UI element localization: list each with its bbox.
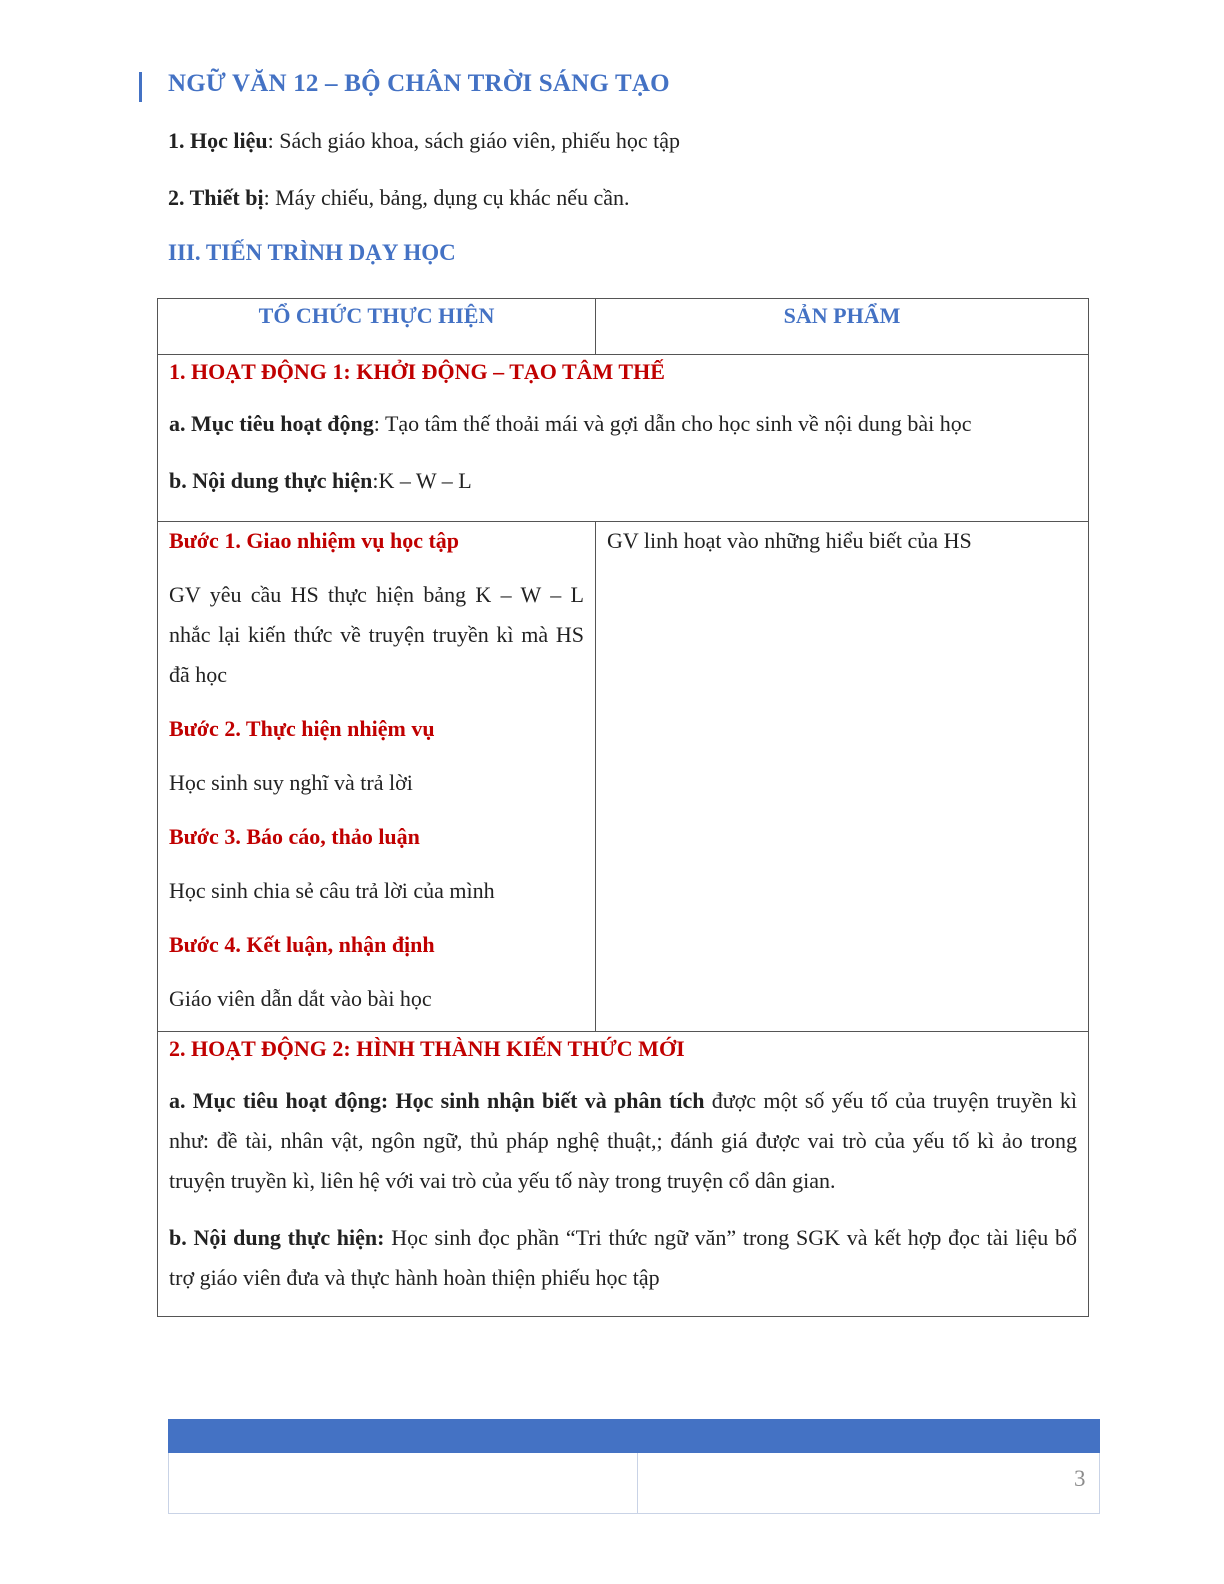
col-header-san-pham: SẢN PHẨM xyxy=(596,299,1089,355)
footer-body-row xyxy=(169,1453,1100,1514)
activity2-goal xyxy=(169,1081,1077,1201)
lesson-table xyxy=(157,298,1089,1317)
thiet-bi-label: 2. Thiết bị xyxy=(168,185,264,210)
activity2-goal-sep: : xyxy=(380,1088,396,1113)
step1-title: Bước 1. Giao nhiệm vụ học tập xyxy=(169,528,460,553)
step2-text: Học sinh suy nghĩ và trả lời xyxy=(169,770,413,795)
header-accent-bar xyxy=(139,72,142,102)
step3-title: Bước 3. Báo cáo, thảo luận xyxy=(169,824,420,849)
activity2-goal-bold: Học sinh nhận biết và phân tích xyxy=(395,1088,705,1113)
activity1-content xyxy=(169,461,1077,501)
activity2-intro-row xyxy=(158,1032,1089,1317)
activity2-content-text: Học sinh đọc phần “Tri thức ngữ văn” trong SGK và kết hợp đọc tài liệu bổ trợ giáo viên đưa và thực hành hoàn thiện phiếu học tập xyxy=(169,1225,1077,1290)
step2-title: Bước 2. Thực hiện nhiệm vụ xyxy=(169,716,435,741)
materials-thiet-bi xyxy=(168,185,630,211)
page-header-title: NGỮ VĂN 12 – BỘ CHÂN TRỜI SÁNG TẠO xyxy=(168,70,670,97)
activity2-goal-text: được một số yếu tố của truyện truyền kì như: đề tài, nhân vật, ngôn ngữ, thủ pháp nghệ thuật,; đánh giá được vai trò của yếu tố kì ảo trong truyện truyền kì, liên hệ với vai trò của yếu tố này trong truyện cổ dân gian. xyxy=(169,1088,1077,1193)
step4-text: Giáo viên dẫn dắt vào bài học xyxy=(169,986,432,1011)
activity1-intro-cell xyxy=(158,355,1089,522)
activity1-intro-row xyxy=(158,355,1089,522)
activity2-content-label: b. Nội dung thực hiện: xyxy=(169,1225,385,1250)
step3-text: Học sinh chia sẻ câu trả lời của mình xyxy=(169,878,495,903)
activity1-goal xyxy=(169,404,1077,444)
footer-header-cell-left xyxy=(169,1420,638,1453)
section-title: III. TIẾN TRÌNH DẠY HỌC xyxy=(168,240,456,265)
activity1-title: 1. HOẠT ĐỘNG 1: KHỞI ĐỘNG – TẠO TÂM THẾ xyxy=(169,359,665,384)
activity1-content-label: b. Nội dung thực hiện xyxy=(169,468,373,493)
col-header-to-chuc: TỔ CHỨC THỰC HIỆN xyxy=(158,299,596,355)
hoc-lieu-text: : Sách giáo khoa, sách giáo viên, phiếu học tập xyxy=(267,128,680,153)
activity1-product: GV linh hoạt vào những hiểu biết của HS xyxy=(607,528,972,553)
activity1-steps-cell xyxy=(158,522,596,1032)
footer-header-row xyxy=(169,1420,1100,1453)
footer-table xyxy=(168,1419,1100,1514)
activity2-intro-cell xyxy=(158,1032,1089,1317)
materials-hoc-lieu xyxy=(168,128,680,154)
table-header-row xyxy=(158,299,1089,355)
activity1-content-text: :K – W – L xyxy=(372,468,472,493)
activity2-title: 2. HOẠT ĐỘNG 2: HÌNH THÀNH KIẾN THỨC MỚI xyxy=(169,1036,685,1061)
activity1-goal-text: : Tạo tâm thế thoải mái và gợi dẫn cho học sinh về nội dung bài học xyxy=(373,411,972,436)
footer-body-cell-right xyxy=(638,1453,1100,1514)
thiet-bi-text: : Máy chiếu, bảng, dụng cụ khác nếu cần. xyxy=(263,185,630,210)
activity1-goal-label: a. Mục tiêu hoạt động xyxy=(169,411,374,436)
activity1-steps-row xyxy=(158,522,1089,1032)
step1-text: GV yêu cầu HS thực hiện bảng K – W – L nhắc lại kiến thức về truyện truyền kì mà HS đã học xyxy=(169,582,584,687)
activity2-content xyxy=(169,1218,1077,1298)
step4-title: Bước 4. Kết luận, nhận định xyxy=(169,932,435,957)
footer-header-cell-right xyxy=(638,1420,1100,1453)
page-number: 3 xyxy=(1074,1466,1086,1491)
footer-body-cell-left xyxy=(169,1453,638,1514)
activity2-goal-label: a. Mục tiêu hoạt động xyxy=(169,1088,381,1113)
hoc-lieu-label: 1. Học liệu xyxy=(168,128,268,153)
activity1-product-cell xyxy=(596,522,1089,1032)
